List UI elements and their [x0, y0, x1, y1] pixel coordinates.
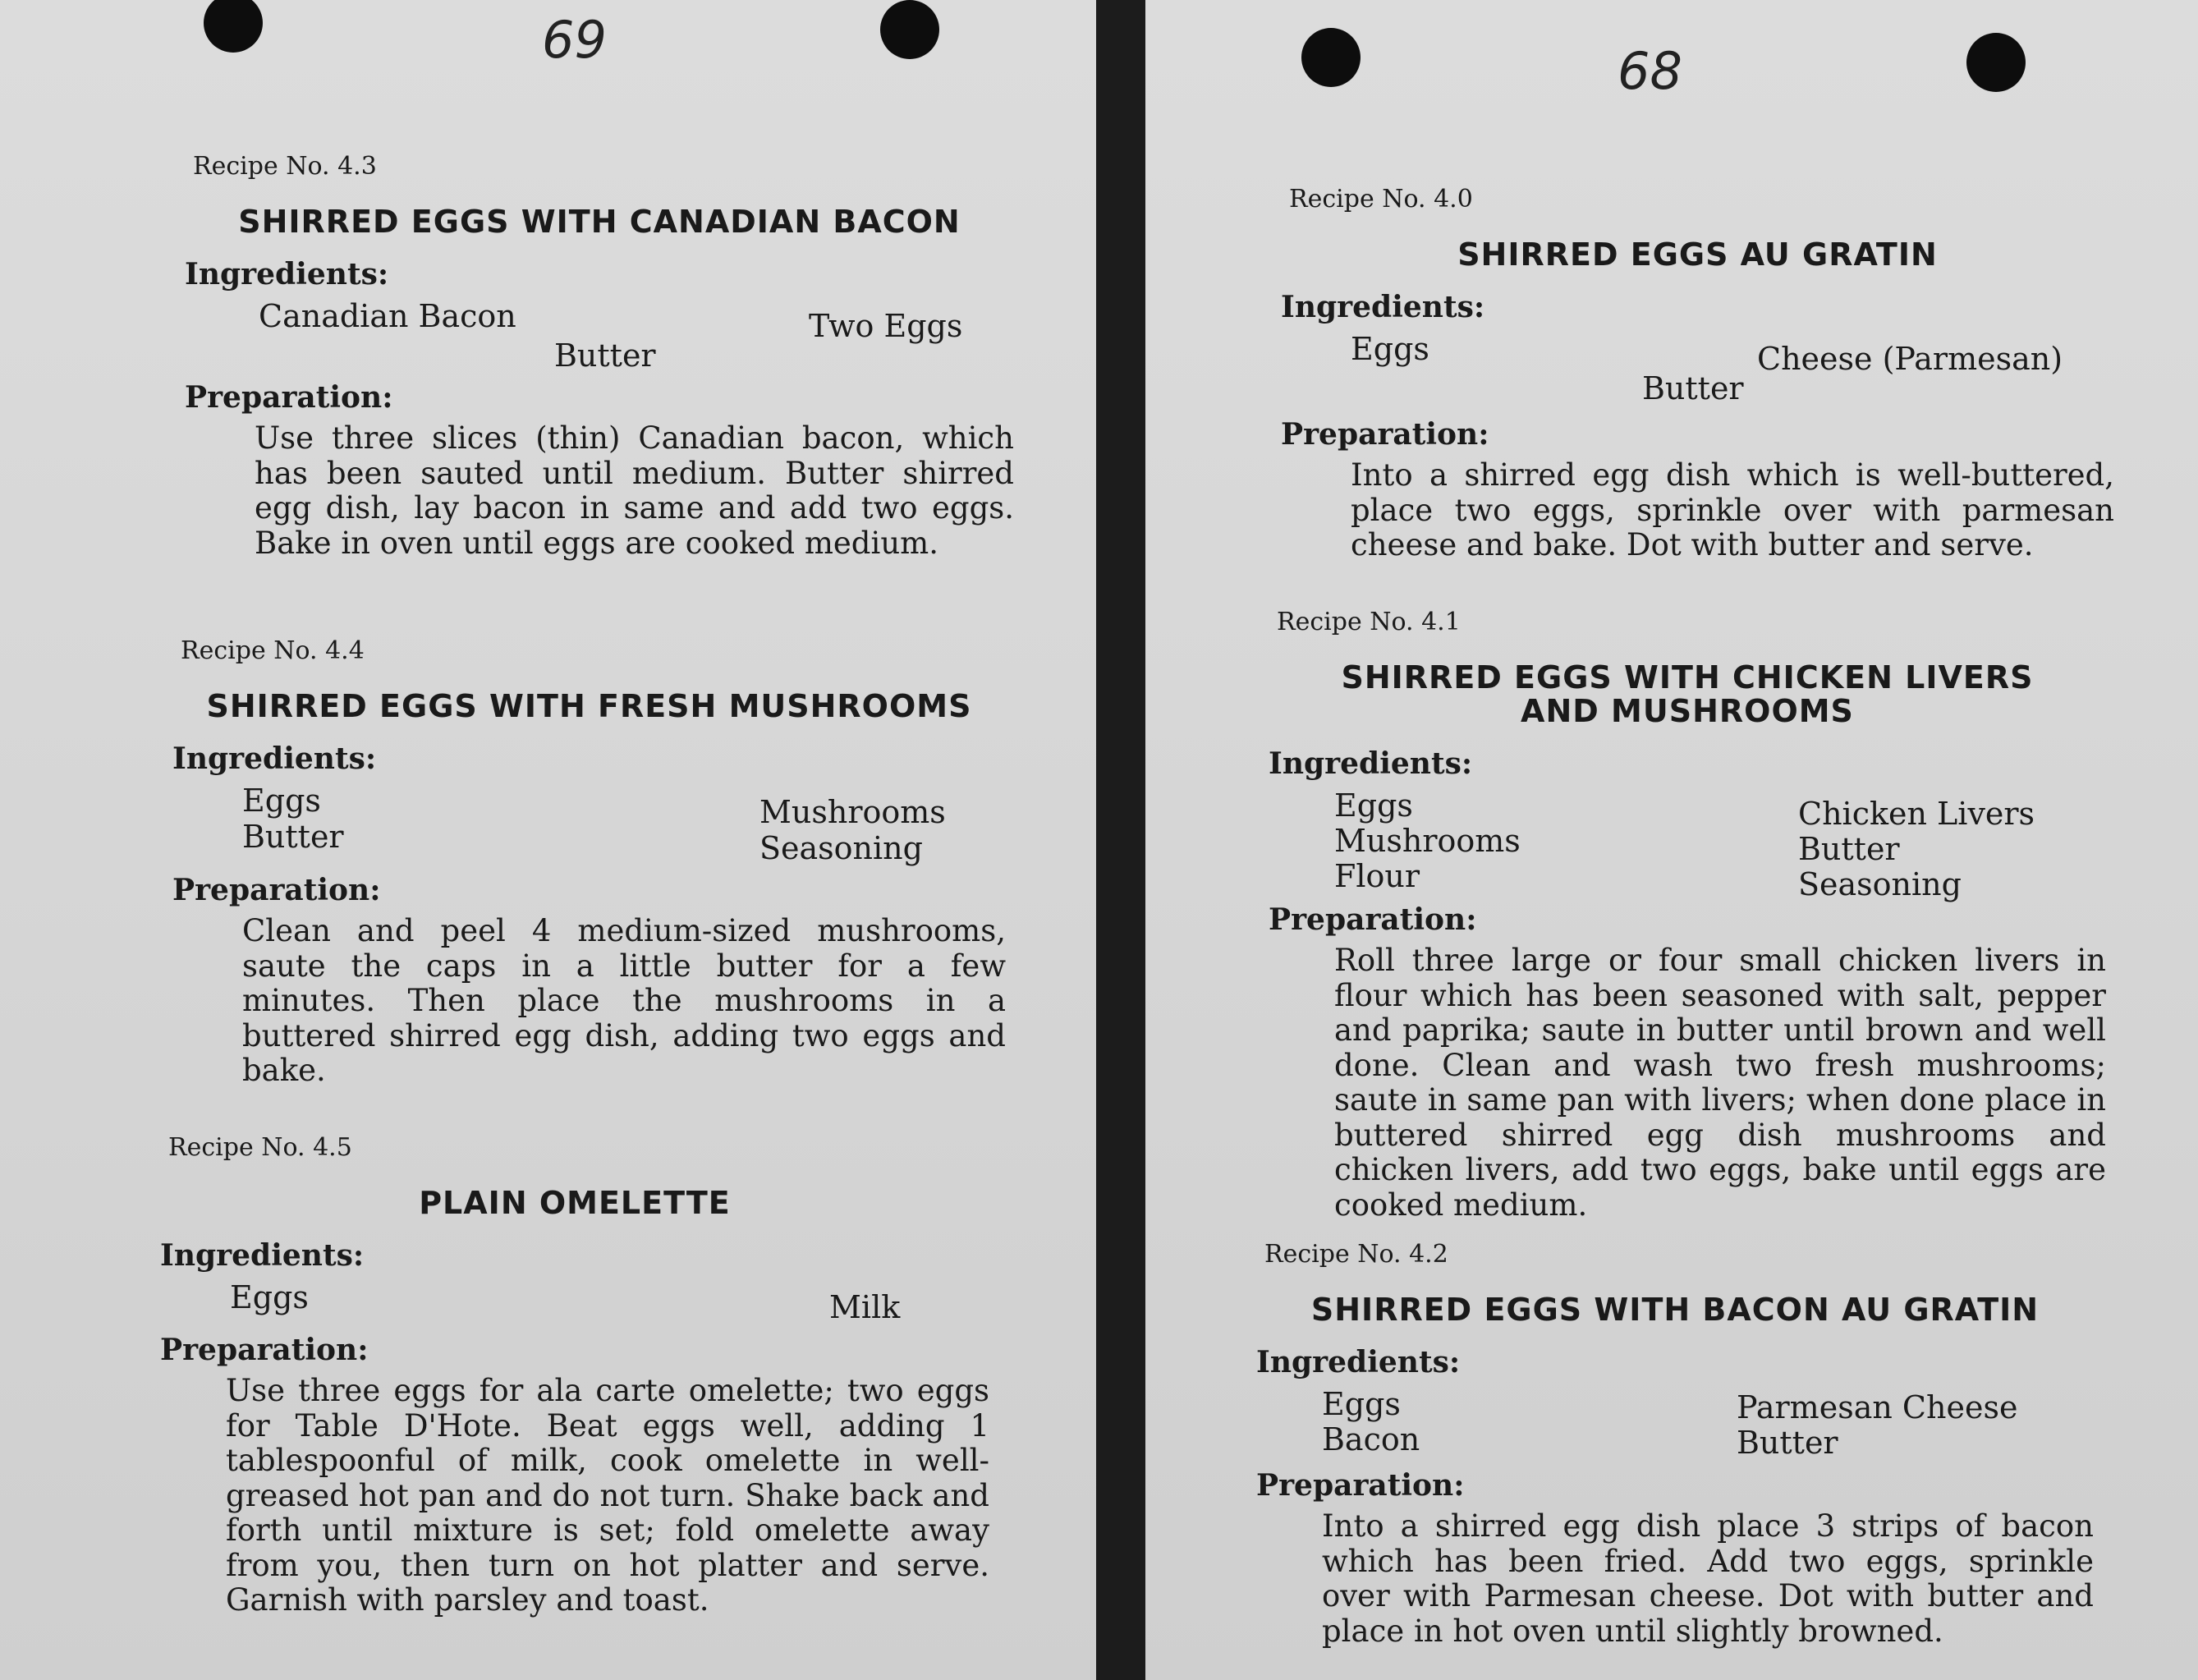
ingredient: Cheese (Parmesan): [1757, 341, 2063, 378]
preparation-text: Roll three large or four small chicken livers in flour which has been seasoned with salt, pepper and paprika; saute in butter until brown and well done. Clean and wash two fresh mushrooms; saute in same pan with livers; when done place in buttered shirred egg dish mushrooms and chicken livers, add two eggs, bake until eggs are cooked medium.: [1334, 943, 2106, 1223]
ingredients-list: [160, 1279, 989, 1333]
preparation-label: Preparation:: [1281, 417, 1489, 452]
ingredient: Canadian Bacon: [259, 298, 516, 335]
preparation-label: Preparation:: [185, 380, 393, 415]
recipe-4-2: [1256, 1240, 2094, 1649]
ingredient: Eggs: [242, 783, 321, 819]
recipe-4-5: [160, 1133, 989, 1618]
recipe-4-4: [172, 636, 1006, 1089]
ingredient: Chicken Livers: [1798, 796, 2035, 833]
ingredient: Butter: [554, 337, 656, 374]
recipe-title: SHIRRED EGGS WITH BACON AU GRATIN: [1310, 1292, 2040, 1328]
ingredient: Milk: [829, 1289, 901, 1326]
recipe-title-line: SHIRRED EGGS WITH CHICKEN LIVERS: [1341, 659, 2034, 695]
ingredient: Mushrooms: [1334, 823, 1521, 860]
preparation-text: Into a shirred egg dish place 3 strips of bacon which has been fried. Add two eggs, sprinkle over with Parmesan cheese. Dot with butter and place in hot oven until slightly browned.: [1322, 1508, 2094, 1649]
punch-hole: [204, 0, 263, 53]
recipe-number: Recipe No. 4.1: [1277, 608, 1461, 636]
ingredients-label: Ingredients:: [1256, 1345, 1461, 1380]
recipe-4-1: [1269, 608, 2106, 1223]
ingredient: Butter: [1798, 831, 1900, 868]
ingredients-label: Ingredients:: [1269, 746, 1473, 782]
preparation-text: Clean and peel 4 medium-sized mushrooms, saute the caps in a little butter for a few minutes. Then place the mushrooms in a buttered shirred egg dish, adding two eggs and bake.: [242, 913, 1006, 1089]
preparation-label: Preparation:: [172, 873, 381, 908]
ingredients-label: Ingredients:: [185, 257, 389, 292]
recipe-title: SHIRRED EGGS WITH CANADIAN BACON: [238, 204, 961, 240]
ingredients-list: [1281, 331, 2114, 417]
ingredients-list: [1256, 1386, 2094, 1468]
ingredient: Bacon: [1322, 1421, 1420, 1458]
ingredients-label: Ingredients:: [160, 1238, 365, 1274]
ingredients-list: [1269, 787, 2106, 902]
preparation-label: Preparation:: [1256, 1468, 1465, 1503]
ingredient: Two Eggs: [809, 308, 963, 345]
recipe-number: Recipe No. 4.2: [1264, 1240, 1448, 1269]
ingredient: Eggs: [1334, 787, 1413, 824]
preparation-text: Use three eggs for ala carte omelette; two eggs for Table D'Hote. Beat eggs well, adding 1 tablespoonful of milk, cook omelette in well-greased hot pan and do not turn. Shake back and forth until mixture is set; fold omelette away from you, then turn on hot platter and serve. Garnish with parsley and toast.: [226, 1373, 989, 1618]
recipe-title: [1269, 661, 2106, 728]
ingredients-list: [172, 783, 1006, 873]
ingredient: Parmesan Cheese: [1737, 1389, 2018, 1426]
recipe-title: PLAIN OMELETTE: [419, 1185, 731, 1221]
ingredient: Eggs: [1351, 331, 1429, 368]
page-number: 68: [1618, 41, 1682, 101]
recipe-number: Recipe No. 4.4: [181, 636, 365, 665]
preparation-text: Into a shirred egg dish which is well-buttered, place two eggs, sprinkle over with parmesan cheese and bake. Dot with butter and serve.: [1351, 457, 2114, 563]
punch-hole: [1966, 33, 2026, 92]
preparation-text: Use three slices (thin) Canadian bacon, which has been sauted until medium. Butter shirred egg dish, lay bacon in same and add two eggs. Bake in oven until eggs are cooked medium.: [255, 420, 1014, 561]
recipe-4-0: [1281, 185, 2114, 563]
ingredients-label: Ingredients:: [172, 741, 377, 777]
ingredients-label: Ingredients:: [1281, 290, 1485, 325]
ingredient: Flour: [1334, 858, 1420, 895]
ingredient: Seasoning: [1798, 866, 1962, 903]
recipe-title: SHIRRED EGGS AU GRATIN: [1457, 236, 1938, 273]
recipe-title: SHIRRED EGGS WITH FRESH MUSHROOMS: [206, 688, 972, 724]
ingredient: Mushrooms: [759, 794, 946, 831]
recipe-number: Recipe No. 4.5: [168, 1133, 352, 1162]
ingredient: Butter: [1642, 370, 1744, 407]
recipe-title-line: AND MUSHROOMS: [1521, 693, 1854, 730]
ingredient: Seasoning: [759, 830, 923, 867]
ingredient: Eggs: [230, 1279, 309, 1316]
preparation-label: Preparation:: [1269, 902, 1477, 938]
recipe-card-left: [0, 0, 1096, 1680]
ingredient: Eggs: [1322, 1386, 1401, 1423]
recipe-number: Recipe No. 4.0: [1289, 185, 1473, 213]
recipe-4-3: [185, 152, 1014, 561]
ingredient: Butter: [1737, 1425, 1838, 1462]
punch-hole: [1301, 28, 1361, 87]
punch-hole: [880, 0, 939, 59]
ingredients-list: [185, 298, 1014, 380]
recipe-card-right: [1145, 0, 2198, 1680]
page-number: 69: [542, 10, 607, 70]
preparation-label: Preparation:: [160, 1333, 369, 1368]
ingredient: Butter: [242, 819, 344, 856]
recipe-number: Recipe No. 4.3: [193, 152, 377, 181]
